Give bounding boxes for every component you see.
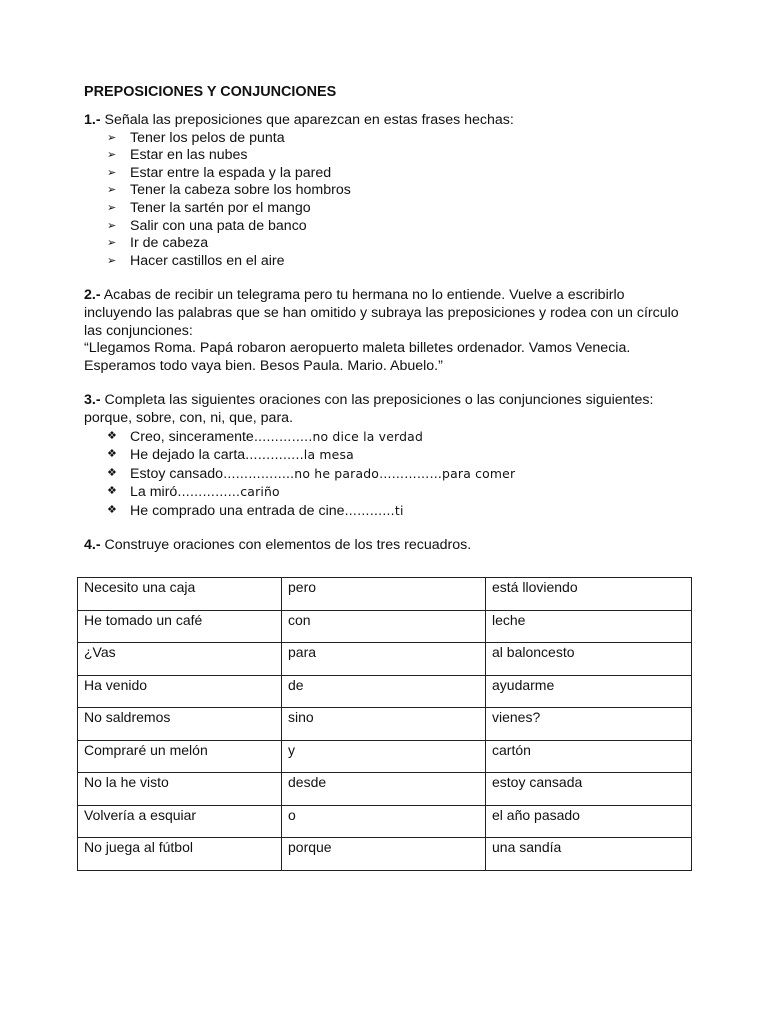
diamond-bullet-icon: ❖ [107, 466, 117, 479]
question-1-text: Señala las preposiciones que aparezcan en estas frases hechas: [100, 112, 514, 128]
arrow-bullet-icon: ➢ [107, 237, 117, 250]
sentence-elements-table [77, 577, 692, 871]
table-cell: vienes? [486, 708, 692, 741]
table-row [78, 578, 692, 611]
table-cell: está lloviendo [486, 578, 692, 611]
fill-in-list [84, 428, 684, 521]
question-2-number: 2.- [84, 287, 101, 304]
table-cell: al baloncesto [486, 643, 692, 676]
telegram-text: Esperamos todo vaya bien. Besos Paula. Mario. Abuelo.” [84, 357, 443, 374]
table-row [78, 610, 692, 643]
fill-blank: ……………..no he parado……………para comer [223, 465, 516, 481]
fill-blank: …………..no dice la verdad [253, 428, 424, 444]
worksheet [84, 84, 684, 555]
question-2 [84, 287, 684, 375]
question-1-number: 1.- [84, 112, 101, 128]
question-1-prompt [84, 112, 684, 130]
table-cell: de [282, 675, 486, 708]
table-cell: pero [282, 578, 486, 611]
question-4 [84, 537, 684, 555]
diamond-bullet-icon: ❖ [107, 503, 117, 516]
diamond-bullet-icon: ❖ [107, 429, 117, 442]
list-item: ➢ Hacer castillos en el aire [107, 252, 285, 269]
table-cell: leche [486, 610, 692, 643]
arrow-bullet-icon: ➢ [107, 184, 117, 197]
list-item: ❖ Estoy cansado……………..no he parado……………para comer [107, 465, 516, 482]
list-item: ➢ Estar entre la espada y la pared [107, 164, 332, 181]
table-cell: con [282, 610, 486, 643]
table-cell: Compraré un melón [78, 740, 282, 773]
table-cell: ayudarme [486, 675, 692, 708]
list-item: ➢ Estar en las nubes [107, 147, 248, 164]
question-2-prompt: 2.- Acabas de recibir un telegrama pero tu hermana no lo entiende. Vuelve a escribirlo [84, 287, 625, 304]
table-cell: Ha venido [78, 675, 282, 708]
table-row [78, 708, 692, 741]
table-cell: una sandía [486, 838, 692, 871]
table-cell: Necesito una caja [78, 578, 282, 611]
question-3 [84, 392, 684, 520]
fill-blank: …………ti [344, 502, 404, 518]
table-row [78, 838, 692, 871]
question-2-line: incluyendo las palabras que se han omitido y subraya las preposiciones y rodea con un círculo [84, 304, 679, 321]
table-row [78, 675, 692, 708]
table-cell: He tomado un café [78, 610, 282, 643]
list-item: ➢ Tener los pelos de punta [107, 129, 285, 146]
table-cell: porque [282, 838, 486, 871]
table-cell: cartón [486, 740, 692, 773]
table-cell: No saldremos [78, 708, 282, 741]
table-cell: estoy cansada [486, 773, 692, 806]
arrow-bullet-icon: ➢ [107, 201, 117, 214]
table-cell: sino [282, 708, 486, 741]
diamond-bullet-icon: ❖ [107, 448, 117, 461]
list-item: ❖ He comprado una entrada de cine…………ti [107, 502, 404, 519]
question-1 [84, 112, 684, 270]
arrow-bullet-icon: ➢ [107, 166, 117, 179]
list-item: ➢ Tener la cabeza sobre los hombros [107, 182, 351, 199]
table-cell: el año pasado [486, 805, 692, 838]
question-4-prompt: 4.- Construye oraciones con elementos de los tres recuadros. [84, 537, 472, 554]
arrow-bullet-icon: ➢ [107, 219, 117, 232]
question-3-number: 3.- [84, 392, 101, 409]
page-title: PREPOSICIONES Y CONJUNCIONES [84, 84, 337, 100]
list-item: ❖ La miró……………cariño [107, 484, 280, 501]
list-item: ➢ Tener la sartén por el mango [107, 199, 311, 216]
table-cell: Volvería a esquiar [78, 805, 282, 838]
table-cell: ¿Vas [78, 643, 282, 676]
list-item: ➢ Ir de cabeza [107, 235, 209, 252]
table-cell: No juega al fútbol [78, 838, 282, 871]
fill-blank: ……………cariño [177, 484, 280, 500]
table-cell: y [282, 740, 486, 773]
list-item: ❖ Creo, sinceramente…………..no dice la verdad [107, 428, 424, 445]
arrow-bullet-icon: ➢ [107, 254, 117, 267]
arrow-bullet-icon: ➢ [107, 149, 117, 162]
table-row [78, 805, 692, 838]
table-cell: para [282, 643, 486, 676]
fill-blank: …………..la mesa [245, 447, 354, 463]
list-item: ❖ He dejado la carta…………..la mesa [107, 447, 354, 464]
arrow-bullet-icon: ➢ [107, 131, 117, 144]
diamond-bullet-icon: ❖ [107, 485, 117, 498]
list-item: ➢ Salir con una pata de banco [107, 217, 307, 234]
table-row [78, 643, 692, 676]
idiom-list [84, 130, 684, 271]
table-row [78, 740, 692, 773]
word-bank: porque, sobre, con, ni, que, para. [84, 409, 294, 426]
question-2-line: las conjunciones: [84, 322, 193, 339]
question-3-prompt: 3.- Completa las siguientes oraciones con las preposiciones o las conjunciones siguientes: [84, 392, 654, 409]
table-cell: desde [282, 773, 486, 806]
table-cell: No la he visto [78, 773, 282, 806]
question-4-number: 4.- [84, 537, 101, 554]
table-cell: o [282, 805, 486, 838]
telegram-text: “Llegamos Roma. Papá robaron aeropuerto maleta billetes ordenador. Vamos Venecia. [84, 340, 631, 357]
table-row [78, 773, 692, 806]
